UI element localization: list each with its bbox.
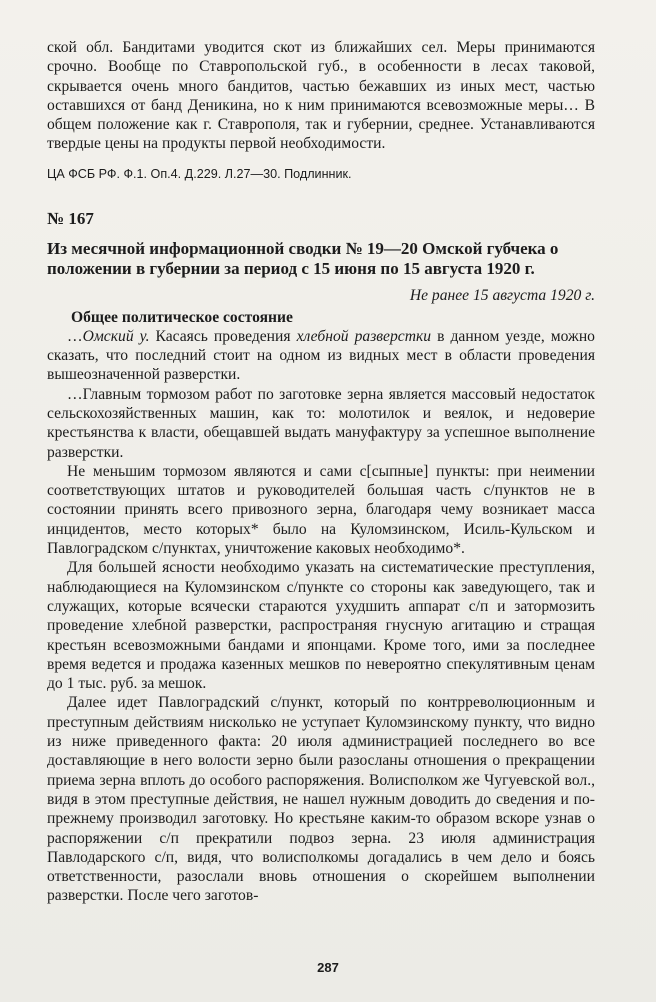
paragraph: Для большей ясности необходимо указать на систематические преступления, наблюдающиеся на Куломзинском с/пункте со стороны как заведующего, так и служащих, которые всячески стараются ухудшить аппарат с/п и затормозить проведение хлебной разверстки, распространяя гнусную агитацию и стращая крестьян всевозможными бандами и японцами. Кроме того, ими за последнее время ведется и продажа казенных мешков по невероятно спекулятивным ценам до 1 тыс. руб. за мешок. [47,559,595,693]
archive-source-note: ЦА ФСБ РФ. Ф.1. Оп.4. Д.229. Л.27—30. Подлинник. [47,166,352,181]
text-segment: в данном уезде, можно сказать, что последний стоит на одном из видных мест в области проведения вышеозначенной разверстки. [47,327,595,384]
document-number: № 167 [47,208,94,228]
ellipsis: … [67,327,83,345]
text-column [47,38,595,906]
document-title: Из месячной информационной сводки № 19—20 Омской губчека о положении в губернии за период с 15 июня по 15 августа 1920 г. [47,238,559,279]
term-grain-requisition: хлебной разверстки [296,327,432,345]
section-title: Общее политическое состояние [71,308,293,326]
place-name: Омский у. [82,327,150,345]
paragraph: …Главным тормозом работ по заготовке зерна является массовый недостаток сельскохозяйственных машин, как то: молотилок и веялок, и недоверие крестьянства к власти, обещавшей выдать мануфактуру за успешное выполнение разверстки. [47,385,595,461]
page-number: 287 [317,960,339,975]
text-segment: Касаясь проведения [149,327,297,345]
paragraph: Не меньшим тормозом являются и сами с[сыпные] пункты: при неимении соответствующих штатов и руководителей большая часть с/пунктов не в состоянии принять всего привозного зерна, благодаря чему возникает масса инцидентов, место которых* было на Куломзинском, Исиль-Кульском и Павлоградском с/пунктах, уничтожение каковых необходимо*. [47,462,595,558]
paragraph-omsk [47,327,595,385]
intro-paragraph: ской обл. Бандитами уводится скот из ближайших сел. Меры принимаются срочно. Вообще по Ставропольской губ., в особенности в лесах таковой, скрывается очень много бандитов, частью бежавших из иных мест, частью оставшихся от банд Деникина, но к ним принимаются всевозможные меры… В общем положение как г. Ставрополя, так и губернии, среднее. Устанавливаются твердые цены на продукты первой необходимости. [47,39,595,153]
document-date: Не ранее 15 августа 1920 г. [409,286,595,304]
paragraph: Далее идет Павлоградский с/пункт, который по контрреволюционным и преступным действиям нисколько не уступает Куломзинскому пункту, что видно из ниже приведенного факта: 20 июля администрацией последнего во все доставляющие в него волости зерно были разосланы отношения о прекращении приема зерна вплоть до особого распоряжения. Волисполком же Чугуевской вол., видя в этом преступные действия, не нашел нужным доводить до сведения и по-прежнему производил заготовку. Но крестьяне каким-то образом вскоре узнав о распоряжении с/п прекратили подвоз зерна. 23 июля администрация Павлодарского с/п, видя, что волисполкомы догадались в чем дело и боясь ответственности, разослали вновь отношения о скорейшем выполнении разверстки. После чего заготов- [47,694,595,905]
